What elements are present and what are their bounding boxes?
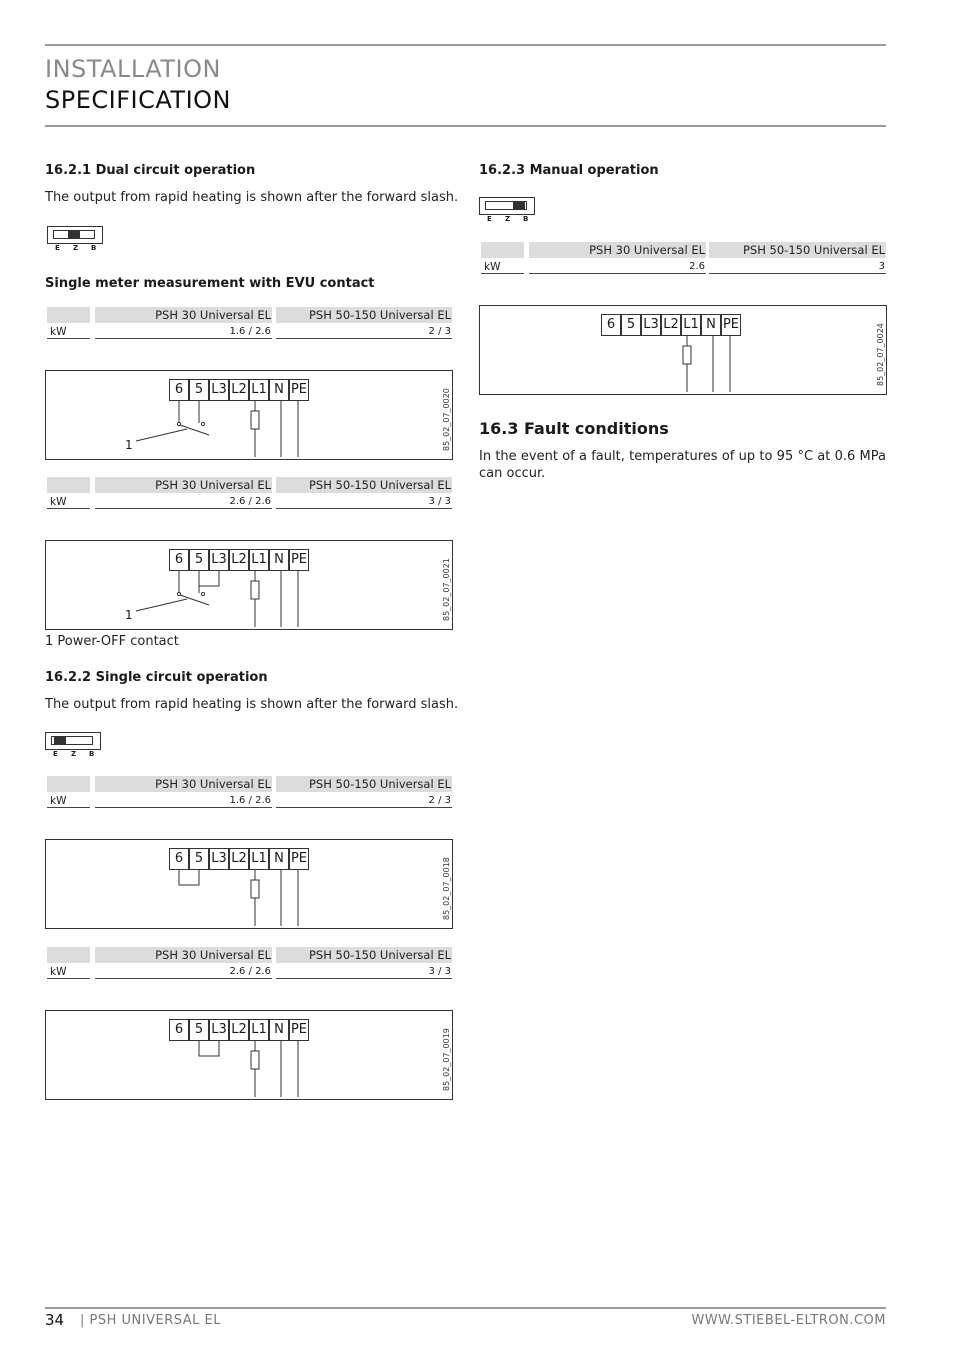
fuse <box>251 581 259 599</box>
top-rule <box>45 44 886 46</box>
wiring-lines <box>46 840 452 928</box>
leader-line <box>136 429 187 441</box>
footer-rule <box>45 1307 886 1309</box>
page-number: 34 <box>45 1311 65 1329</box>
terminal-l3: L3 <box>209 1019 229 1041</box>
header-rule <box>45 125 886 127</box>
terminal-5: 5 <box>189 1019 209 1041</box>
terminal-n: N <box>269 379 289 401</box>
terminal-pe: PE <box>289 379 309 401</box>
section-title: INSTALLATION <box>45 55 221 83</box>
fuse <box>683 346 691 364</box>
bridge-6-5 <box>179 870 199 885</box>
terminal-pe: PE <box>289 549 309 571</box>
terminal-6: 6 <box>169 379 189 401</box>
subheading-single-meter: Single meter measurement with EVU contact <box>45 276 375 291</box>
terminal-l2: L2 <box>229 848 249 870</box>
terminal-l2: L2 <box>229 549 249 571</box>
bridge-5-l3 <box>199 1041 219 1056</box>
selector-switch-e: E Z B <box>44 731 104 757</box>
wiring-lines <box>46 1011 452 1099</box>
wiring-diagram: 85_02_07_0021 1 6 5 L3 L2 L1 N PE <box>45 540 453 630</box>
wiring-diagram: 85_02_07_0020 1 6 5 L3 L2 L1 N PE <box>45 370 453 460</box>
paragraph-16-2-2: The output from rapid heating is shown after the forward slash. <box>45 697 459 712</box>
wiring-diagram: 85_02_07_0019 6 5 L3 L2 L1 N PE <box>45 1010 453 1100</box>
terminal-l3: L3 <box>209 379 229 401</box>
terminal-6: 6 <box>601 314 621 336</box>
terminal-l2: L2 <box>229 379 249 401</box>
terminal-5: 5 <box>189 549 209 571</box>
heading-16-2-2: 16.2.2 Single circuit operation <box>45 670 268 685</box>
terminal-5: 5 <box>189 379 209 401</box>
terminal-l3: L3 <box>641 314 661 336</box>
fuse <box>251 1051 259 1069</box>
terminal-l1: L1 <box>249 1019 269 1041</box>
terminal-6: 6 <box>169 549 189 571</box>
terminal-6: 6 <box>169 848 189 870</box>
terminal-5: 5 <box>189 848 209 870</box>
footer-website[interactable]: WWW.STIEBEL-ELTRON.COM <box>691 1313 886 1328</box>
page-title: SPECIFICATION <box>45 86 231 114</box>
terminal-l1: L1 <box>249 379 269 401</box>
heading-16-3: 16.3 Fault conditions <box>479 419 669 438</box>
wiring-lines <box>46 541 452 629</box>
fuse <box>251 411 259 429</box>
contact-node <box>201 592 204 595</box>
heading-16-2-3: 16.2.3 Manual operation <box>479 163 659 178</box>
terminal-6: 6 <box>169 1019 189 1041</box>
terminal-l1: L1 <box>249 549 269 571</box>
terminal-pe: PE <box>721 314 741 336</box>
footnote-power-off: 1 Power-OFF contact <box>45 634 179 649</box>
selector-switch-z: E Z B <box>46 225 106 251</box>
terminal-pe: PE <box>289 848 309 870</box>
terminal-n: N <box>269 848 289 870</box>
terminal-n: N <box>269 1019 289 1041</box>
paragraph-16-3: In the event of a fault, temperatures of up to 95 °C at 0.6 MPa can occur. <box>479 449 886 481</box>
terminal-l1: L1 <box>249 848 269 870</box>
terminal-l3: L3 <box>209 549 229 571</box>
terminal-l2: L2 <box>229 1019 249 1041</box>
terminal-n: N <box>269 549 289 571</box>
paragraph-16-2-1: The output from rapid heating is shown after the forward slash. <box>45 190 459 205</box>
wiring-diagram: 85_02_07_0024 6 5 L3 L2 L1 N PE <box>479 305 887 395</box>
wiring-lines <box>480 306 886 394</box>
heading-16-2-1: 16.2.1 Dual circuit operation <box>45 163 256 178</box>
fuse <box>251 880 259 898</box>
footer-product: | PSH UNIVERSAL EL <box>80 1313 221 1328</box>
wiring-lines <box>46 371 452 459</box>
terminal-pe: PE <box>289 1019 309 1041</box>
wiring-diagram: 85_02_07_0018 6 5 L3 L2 L1 N PE <box>45 839 453 929</box>
terminal-n: N <box>701 314 721 336</box>
terminal-l3: L3 <box>209 848 229 870</box>
bridge-5-l3 <box>199 571 219 586</box>
selector-switch-b: E Z B <box>478 196 538 222</box>
contact-node <box>201 422 204 425</box>
terminal-l2: L2 <box>661 314 681 336</box>
leader-line <box>136 599 187 611</box>
terminal-l1: L1 <box>681 314 701 336</box>
terminal-5: 5 <box>621 314 641 336</box>
